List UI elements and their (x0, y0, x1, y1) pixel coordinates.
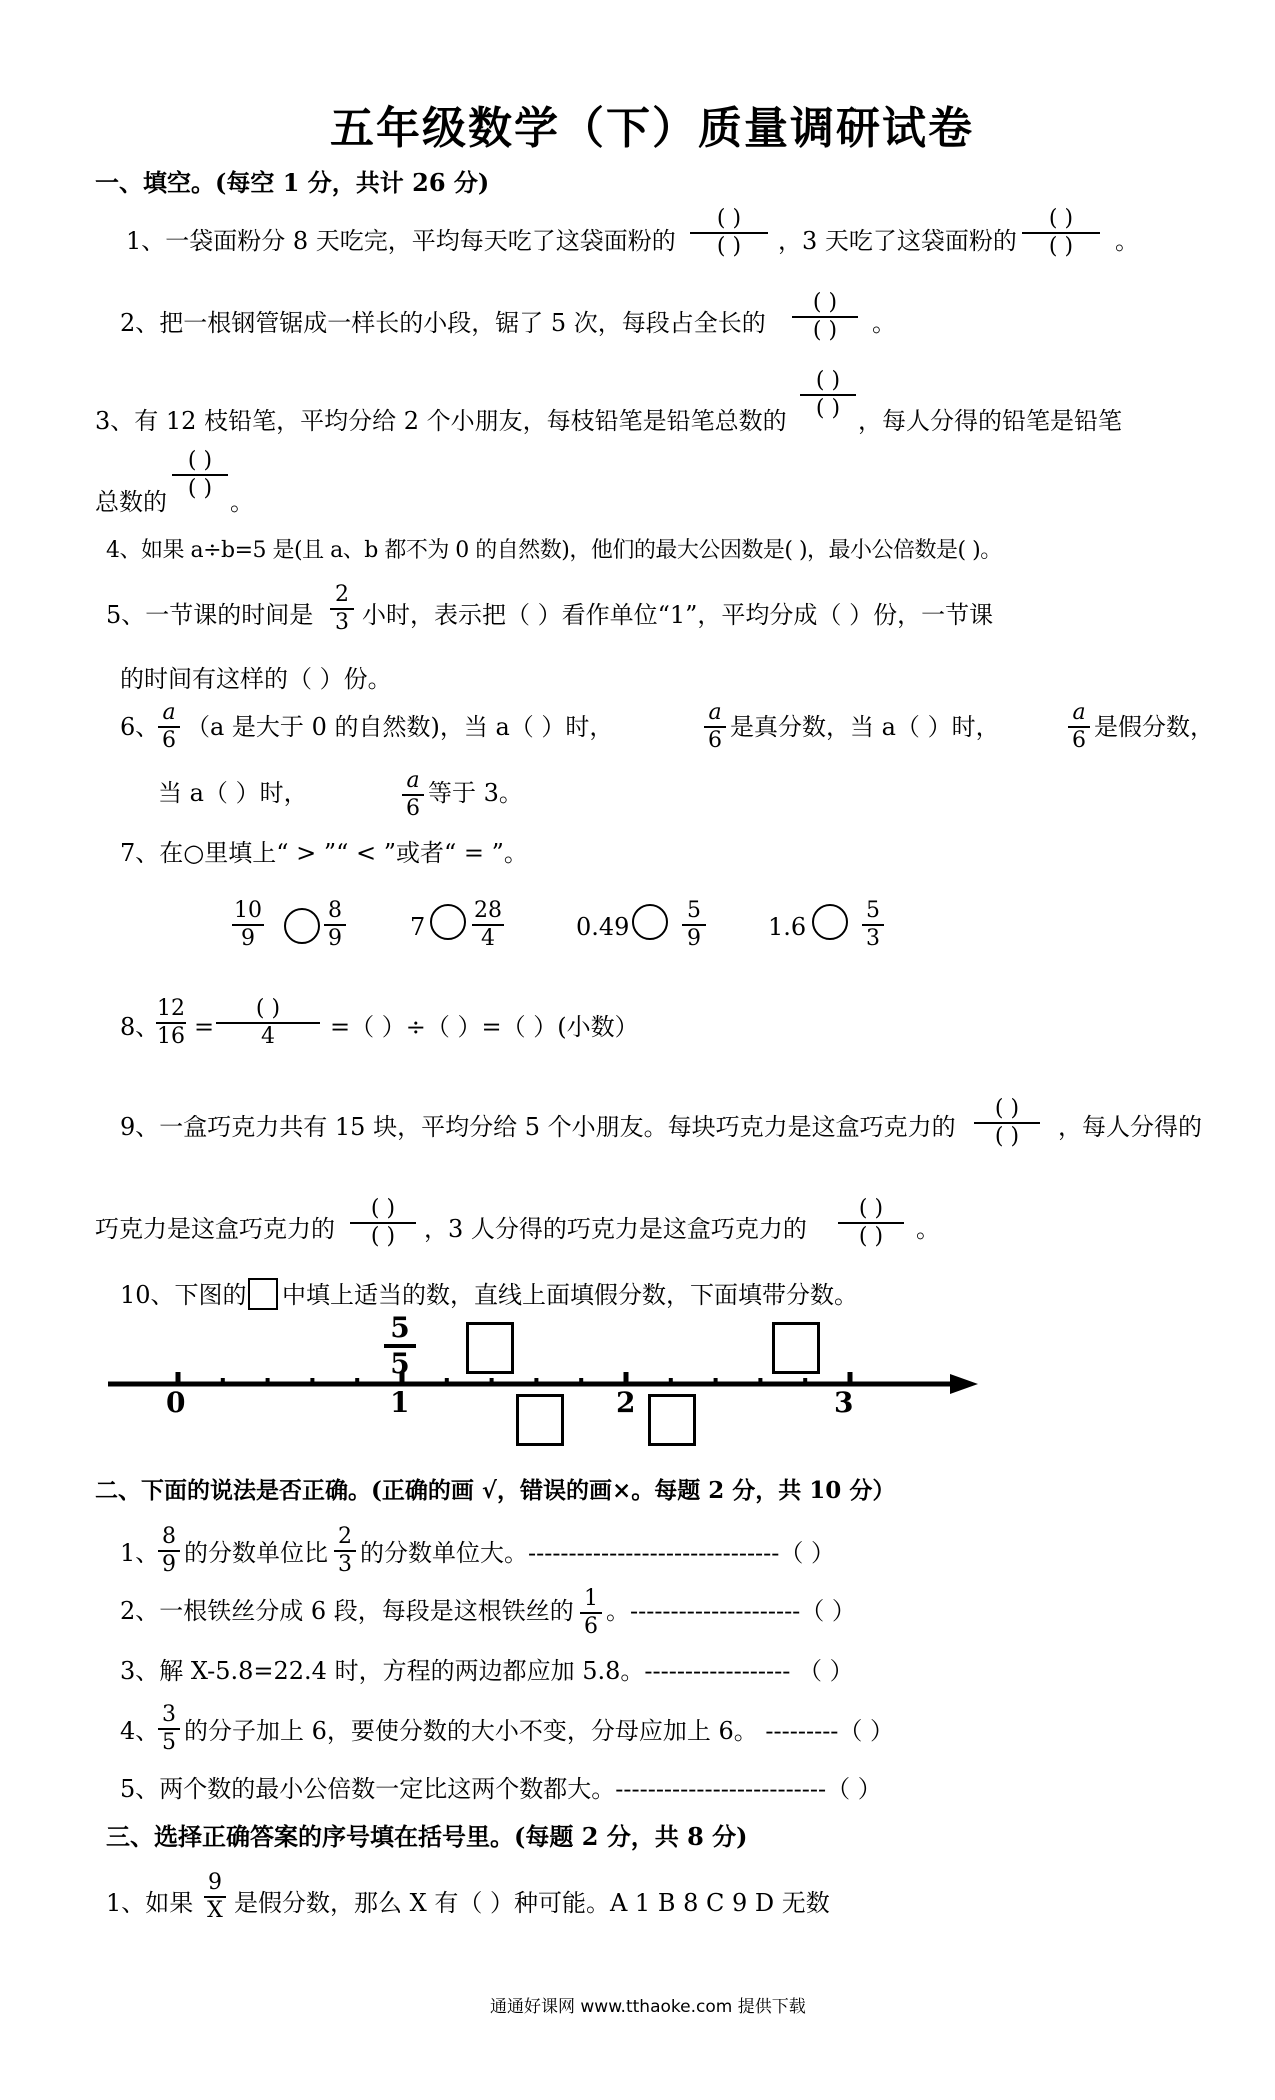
s3-q1-fraction-9-x: 9 X (204, 1870, 226, 1924)
q9-blank-fraction-2[interactable]: ( ) ( ) (350, 1196, 416, 1250)
q3-text-b: ，每人分得的铅笔是铅笔 (858, 407, 1122, 435)
q8-blank-fraction[interactable]: ( ) 4 (216, 996, 320, 1050)
s2-q1-fraction-2-3: 2 3 (334, 1524, 356, 1578)
q8-text-b: = (194, 1013, 215, 1041)
q3-blank-fraction-2[interactable]: ( ) ( ) (172, 448, 228, 502)
q9-text-e: 。 (916, 1215, 940, 1243)
q7-fraction-5-9: 5 9 (682, 898, 706, 952)
s2-q2-text-a: 2、一根铁丝分成 6 段，每段是这根铁丝的 (120, 1597, 574, 1625)
q6-fraction-a-6-3: a 6 (1068, 700, 1090, 754)
q6-text-f: 等于 3。 (428, 779, 523, 807)
section-1-heading: 一、填空。(每空 1 分，共计 26 分) (95, 168, 490, 197)
q7-number-16: 1.6 (768, 913, 807, 941)
s2-q1-fraction-8-9: 8 9 (158, 1524, 180, 1578)
q9-text-d: ，3 人分得的巧克力是这盒巧克力的 (424, 1215, 807, 1243)
q1-text-a: 1、一袋面粉分 8 天吃完，平均每天吃了这袋面粉的 (126, 227, 676, 255)
section-2-heading: 二、下面的说法是否正确。(正确的画 √，错误的画×。每题 2 分，共 10 分） (95, 1477, 896, 1504)
q5-text-a: 5、一节课的时间是 (106, 601, 314, 629)
q5-text-c: 的时间有这样的（ ）份。 (120, 665, 392, 693)
q6-text-b: （a 是大于 0 的自然数)，当 a（ ）时， (186, 713, 614, 741)
s2-q1-text-b: 的分数单位比 (184, 1539, 328, 1567)
q10-text-b: 中填上适当的数，直线上面填假分数，下面填带分数。 (282, 1281, 858, 1309)
q6-text-e: 当 a（ ）时， (158, 779, 308, 807)
s2-q4-text-b: 的分子加上 6，要使分数的大小不变，分母应加上 6。 ---------（ ） (184, 1717, 895, 1745)
q7-fraction-8-9: 8 9 (324, 898, 346, 952)
q6-text-c: 是真分数，当 a（ ）时， (730, 713, 1000, 741)
q6-fraction-a-6-1: a 6 (158, 700, 180, 754)
s2-q2-fraction-1-6: 1 6 (580, 1586, 602, 1640)
number-line-answer-box-below-1[interactable] (516, 1394, 564, 1446)
s3-q1-text-b: 是假分数，那么 X 有（ ）种可能。A 1 B 8 C 9 D 无数 (234, 1889, 830, 1917)
tick-label-1: 1 (390, 1386, 410, 1419)
number-line-answer-box-above-2[interactable] (772, 1322, 820, 1374)
q3-blank-fraction-1[interactable]: ( ) ( ) (800, 368, 856, 422)
number-line-arrow-icon (950, 1374, 978, 1394)
q7-number-7: 7 (410, 913, 426, 941)
s2-q5-text: 5、两个数的最小公倍数一定比这两个数都大。--------------------------（ ） (120, 1775, 882, 1803)
s2-q1-text-a: 1、 (120, 1539, 160, 1567)
q5-text-b: 小时，表示把（ ）看作单位“1”，平均分成（ ）份，一节课 (362, 601, 994, 629)
s2-q2-text-b: 。---------------------（ ） (606, 1597, 856, 1625)
q1-blank-fraction-2[interactable]: ( ) ( ) (1022, 206, 1100, 260)
q6-text-d: 是假分数， (1094, 713, 1214, 741)
tick-label-0: 0 (166, 1386, 186, 1419)
tick-label-2: 2 (616, 1386, 636, 1419)
q9-text-a: 9、一盒巧克力共有 15 块，平均分给 5 个小朋友。每块巧克力是这盒巧克力的 (120, 1113, 956, 1141)
q8-text-a: 8、 (120, 1013, 160, 1041)
q6-fraction-a-6-2: a 6 (704, 700, 726, 754)
q7-fraction-5-3: 5 3 (862, 898, 884, 952)
q2-text-b: 。 (872, 309, 896, 337)
q2-text-a: 2、把一根钢管锯成一样长的小段，锯了 5 次，每段占全长的 (120, 309, 766, 337)
q7-number-049: 0.49 (576, 913, 630, 941)
q7-compare-circle-3[interactable] (632, 904, 668, 940)
q8-fraction-12-16: 12 16 (157, 996, 185, 1049)
q10-text-a: 10、下图的 (120, 1281, 247, 1309)
q3-text-a: 3、有 12 枝铅笔，平均分给 2 个小朋友，每枝铅笔是铅笔总数的 (95, 407, 787, 435)
q9-blank-fraction-3[interactable]: ( ) ( ) (838, 1196, 904, 1250)
q3-text-c: 总数的 (95, 488, 167, 516)
number-line-answer-box-above-1[interactable] (466, 1322, 514, 1374)
q9-text-b: ，每人分得的 (1058, 1113, 1202, 1141)
q6-text-a: 6、 (120, 713, 160, 741)
s2-q4-text-a: 4、 (120, 1717, 160, 1745)
q4-text: 4、如果 a÷b=5 是(且 a、b 都不为 0 的自然数)，他们的最大公因数是( )，最小公倍数是( )。 (106, 538, 1002, 563)
q10-inline-box-icon (248, 1278, 278, 1310)
q7-fraction-28-4: 28 4 (474, 898, 502, 951)
s2-q3-text: 3、解 X-5.8=22.4 时，方程的两边都应加 5.8。------------------ （ ） (120, 1657, 854, 1685)
q1-text-b: ，3 天吃了这袋面粉的 (778, 227, 1017, 255)
q9-blank-fraction-1[interactable]: ( ) ( ) (974, 1096, 1040, 1150)
q7-compare-circle-4[interactable] (812, 904, 848, 940)
tick-label-3: 3 (834, 1386, 854, 1419)
q6-fraction-a-6-4: a 6 (402, 768, 424, 822)
q8-text-c: =（ ）÷（ ）=（ ）(小数） (330, 1013, 639, 1041)
q1-blank-fraction-1[interactable]: ( ) ( ) (690, 206, 768, 260)
s3-q1-text-a: 1、如果 (106, 1889, 194, 1917)
q5-fraction-2-3: 2 3 (330, 582, 354, 636)
footer-credit: 通通好课网 www.tthaoke.com 提供下载 (490, 1997, 806, 2017)
q2-blank-fraction[interactable]: ( ) ( ) (792, 290, 858, 344)
q7-fraction-10-9: 10 9 (234, 898, 262, 951)
q9-text-c: 巧克力是这盒巧克力的 (95, 1215, 335, 1243)
s2-q1-text-c: 的分数单位大。-------------------------------（ ） (360, 1539, 836, 1567)
section-3-heading: 三、选择正确答案的序号填在括号里。(每题 2 分，共 8 分) (106, 1822, 748, 1851)
q3-text-d: 。 (230, 488, 254, 516)
q1-text-c: 。 (1115, 227, 1139, 255)
q7-compare-circle-1[interactable] (284, 908, 320, 944)
s2-q4-fraction-3-5: 3 5 (158, 1702, 180, 1756)
number-line-answer-box-below-2[interactable] (648, 1394, 696, 1446)
q7-compare-circle-2[interactable] (430, 904, 466, 940)
q7-text: 7、在○里填上“ > ”“ < ”或者“ = ”。 (120, 839, 528, 867)
number-line-fraction-5-5: 5 5 (384, 1312, 416, 1380)
page-title: 五年级数学（下）质量调研试卷 (330, 103, 974, 154)
